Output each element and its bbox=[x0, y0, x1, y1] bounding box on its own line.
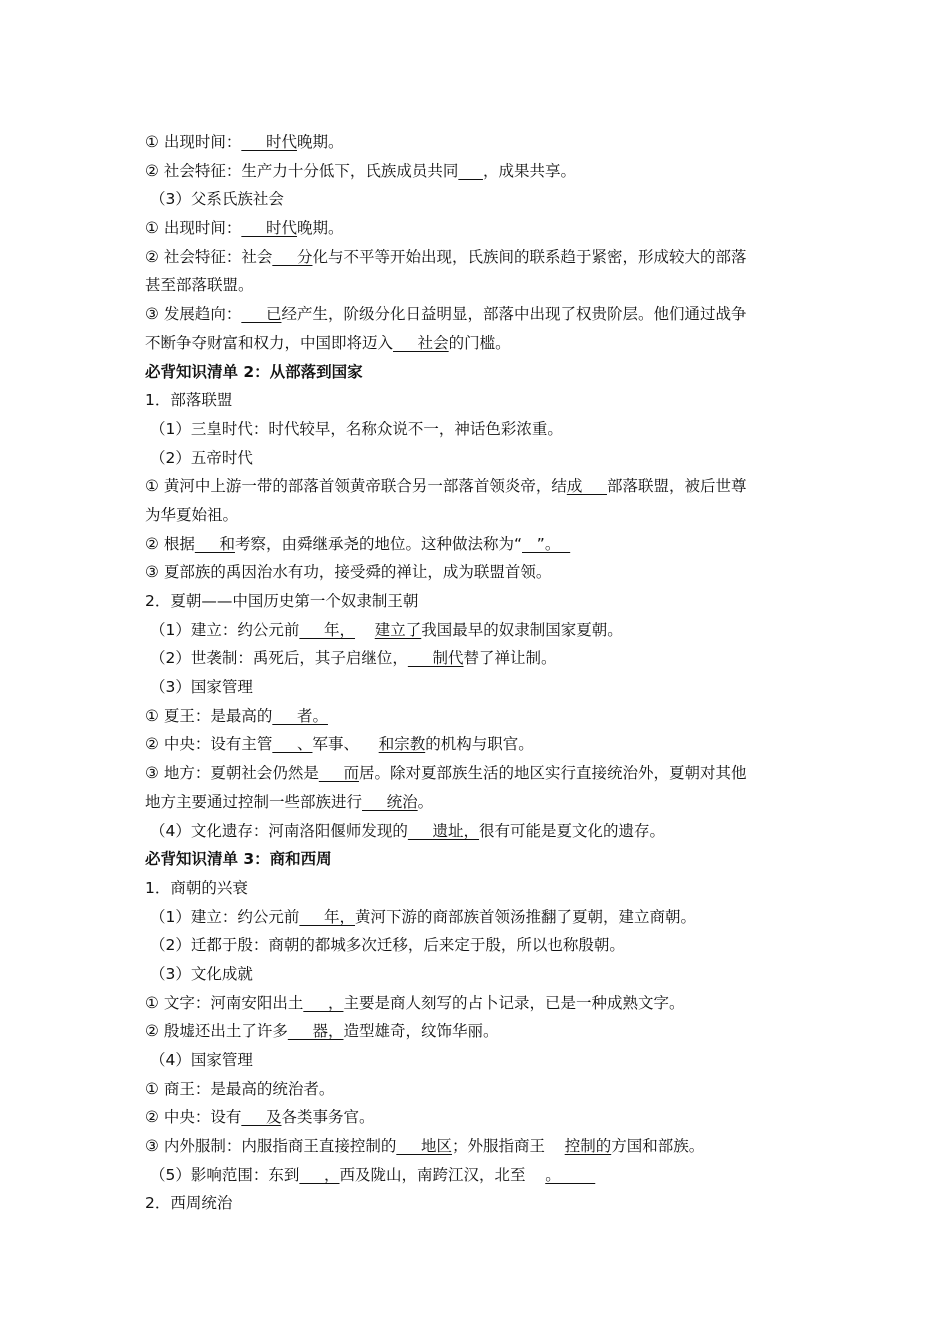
fill-in-blank: 社会 bbox=[393, 333, 449, 352]
text-segment bbox=[355, 621, 375, 639]
text-segment: ② 社会特征：生产力十分低下，氏族成员共同 bbox=[145, 161, 459, 180]
text-segment: ② 社会特征：社会 bbox=[145, 247, 273, 266]
text-line bbox=[145, 616, 810, 645]
text-segment: ① 出现时间： bbox=[145, 133, 242, 151]
text-segment: ③ 内外服制：内服指商王直接控制的 bbox=[145, 1137, 397, 1156]
text-line bbox=[145, 702, 810, 731]
text-segment: ② 中央：设有主管 bbox=[145, 735, 273, 754]
fill-in-blank: 器， bbox=[287, 1022, 344, 1041]
fill-in-blank: 、 bbox=[272, 735, 313, 754]
text-line bbox=[145, 128, 810, 157]
fill-in-blank: ， bbox=[299, 1165, 340, 1184]
text-segment: （3）国家管理 bbox=[150, 678, 253, 697]
text-segment: ① 夏王：是最高的 bbox=[145, 706, 273, 725]
text-line bbox=[145, 960, 810, 989]
text-line bbox=[145, 989, 810, 1018]
fill-in-blank: 时代 bbox=[241, 219, 297, 238]
fill-in-blank: 时代 bbox=[241, 133, 297, 151]
text-segment: （2）五帝时代 bbox=[150, 448, 253, 467]
section-heading bbox=[145, 358, 810, 387]
text-line bbox=[145, 931, 810, 960]
text-segment: ③ 发展趋向： bbox=[145, 305, 242, 324]
fill-in-blank: 年， bbox=[299, 620, 356, 639]
text-line bbox=[145, 644, 810, 673]
text-segment: ③ 地方：夏朝社会仍然是 bbox=[145, 764, 319, 783]
text-segment: 必背知识清单 2：从部落到国家 bbox=[145, 362, 363, 381]
text-segment: 2．西周统治 bbox=[145, 1194, 233, 1213]
text-segment: （1）建立：约公元前 bbox=[150, 620, 300, 639]
fill-in-blank: 已 bbox=[241, 305, 282, 324]
text-line bbox=[145, 300, 810, 329]
text-segment: 居。除对夏部族生活的地区实行直接统治外，夏朝对其他 bbox=[358, 764, 747, 783]
text-segment: ② 中央：设有 bbox=[145, 1108, 242, 1127]
fill-in-blank: ”。 bbox=[522, 534, 571, 553]
text-line bbox=[145, 386, 810, 415]
text-segment: 不断争夺财富和权力，中国即将迈入 bbox=[145, 333, 394, 352]
text-segment: 方国和部族。 bbox=[611, 1137, 705, 1156]
text-line bbox=[145, 874, 810, 903]
text-segment: （4）国家管理 bbox=[150, 1051, 253, 1069]
text-segment: 考察，由舜继承尧的地位。这种做法称为“ bbox=[234, 534, 523, 553]
text-segment: ② 殷墟还出土了许多 bbox=[145, 1022, 288, 1041]
text-line bbox=[145, 1103, 810, 1132]
text-segment: ② 根据 bbox=[145, 534, 195, 553]
text-line bbox=[145, 1017, 810, 1046]
fill-in-blank: 建立了 bbox=[374, 620, 422, 639]
text-line bbox=[145, 185, 810, 214]
text-line bbox=[145, 1189, 810, 1218]
text-segment: 甚至部落联盟。 bbox=[145, 276, 254, 295]
text-segment: 的门槛。 bbox=[448, 333, 511, 352]
text-segment: 晚期。 bbox=[296, 133, 344, 151]
text-segment: 的机构与职官。 bbox=[425, 735, 534, 754]
fill-in-blank: 而 bbox=[318, 764, 359, 783]
text-line bbox=[145, 329, 810, 358]
text-line bbox=[145, 788, 810, 817]
text-line bbox=[145, 587, 810, 616]
text-segment: ③ 夏部族的禹因治水有功，接受舜的禅让，成为联盟首领。 bbox=[145, 563, 552, 582]
text-segment: 2．夏朝——中国历史第一个奴隶制王朝 bbox=[145, 592, 419, 610]
text-segment: 。 bbox=[417, 792, 434, 811]
fill-in-blank: 。 bbox=[545, 1165, 596, 1184]
text-segment: ① 出现时间： bbox=[145, 219, 242, 238]
text-line bbox=[145, 1161, 810, 1190]
text-line bbox=[145, 444, 810, 473]
text-segment: 很有可能是夏文化的遗存。 bbox=[479, 821, 666, 840]
fill-in-blank: 年， bbox=[299, 907, 356, 926]
text-line bbox=[145, 673, 810, 702]
text-line bbox=[145, 501, 810, 530]
text-segment: 晚期。 bbox=[296, 219, 344, 238]
text-segment: （1）三皇时代：时代较早，名称众说不一，神话色彩浓重。 bbox=[150, 419, 563, 438]
text-segment: （2）迁都于殷：商朝的都城多次迁移，后来定于殷，所以也称殷朝。 bbox=[150, 936, 625, 955]
fill-in-blank: 统治 bbox=[362, 792, 418, 811]
text-line bbox=[145, 1046, 810, 1075]
text-segment: 替了禅让制。 bbox=[463, 649, 557, 668]
text-segment: ，成果共享。 bbox=[482, 161, 576, 180]
text-line bbox=[145, 530, 810, 559]
text-segment: （4）文化遗存：河南洛阳偃师发现的 bbox=[150, 821, 408, 840]
fill-in-blank: 和宗教 bbox=[378, 735, 426, 754]
fill-in-blank: 者。 bbox=[272, 706, 328, 725]
text-segment: 黄河下游的商部族首领汤推翻了夏朝，建立商朝。 bbox=[355, 907, 697, 926]
fill-in-blank: 成 bbox=[566, 477, 607, 496]
text-segment: 经产生，阶级分化日益明显，部落中出现了权贵阶层。他们通过战争 bbox=[281, 305, 747, 324]
text-segment: ① 黄河中上游一带的部落首领黄帝联合另一部落首领炎帝，结 bbox=[145, 477, 567, 496]
text-segment: 为华夏始祖。 bbox=[145, 505, 239, 524]
text-segment: 化与不平等开始出现，氏族间的联系趋于紧密，形成较大的部落 bbox=[312, 247, 747, 266]
text-line bbox=[145, 214, 810, 243]
text-segment: （2）世袭制：禹死后，其子启继位， bbox=[150, 649, 408, 668]
text-segment: 各类事务官。 bbox=[281, 1108, 375, 1127]
text-segment: 我国最早的奴隶制国家夏朝。 bbox=[421, 620, 623, 639]
fill-in-blank: ， bbox=[303, 993, 344, 1012]
text-line bbox=[145, 558, 810, 587]
document-page bbox=[145, 128, 810, 1218]
text-segment: ① 商王：是最高的统治者。 bbox=[145, 1079, 335, 1098]
text-segment: ① 文字：河南安阳出土 bbox=[145, 993, 304, 1012]
text-line bbox=[145, 903, 810, 932]
text-line bbox=[145, 243, 810, 272]
text-segment: 造型雄奇，纹饰华丽。 bbox=[343, 1022, 499, 1041]
text-segment: 主要是商人刻写的占卜记录，已是一种成熟文字。 bbox=[343, 993, 685, 1012]
text-segment: （3）父系氏族社会 bbox=[150, 190, 284, 209]
fill-in-blank: 控制的 bbox=[564, 1137, 612, 1156]
text-segment: 部落联盟，被后世尊 bbox=[606, 477, 747, 496]
text-line bbox=[145, 472, 810, 501]
text-segment: 地方主要通过控制一些部族进行 bbox=[145, 792, 363, 811]
fill-in-blank: 及 bbox=[241, 1108, 282, 1127]
text-line bbox=[145, 415, 810, 444]
text-line bbox=[145, 759, 810, 788]
text-line bbox=[145, 271, 810, 300]
fill-in-blank bbox=[458, 162, 483, 180]
text-segment: 军事、 bbox=[312, 735, 379, 754]
fill-in-blank: 和 bbox=[194, 534, 235, 553]
text-segment: 1．部落联盟 bbox=[145, 391, 233, 410]
text-segment: （5）影响范围：东到 bbox=[150, 1165, 300, 1184]
text-segment: （3）文化成就 bbox=[150, 964, 253, 983]
text-line bbox=[145, 157, 810, 186]
text-line bbox=[145, 1132, 810, 1161]
fill-in-blank: 地区 bbox=[396, 1137, 452, 1156]
fill-in-blank: 制代 bbox=[407, 649, 464, 668]
text-line bbox=[145, 1075, 810, 1104]
fill-in-blank: 分 bbox=[272, 247, 313, 266]
text-line bbox=[145, 817, 810, 846]
text-segment: 必背知识清单 3：商和西周 bbox=[145, 850, 332, 869]
fill-in-blank: 遗址， bbox=[407, 821, 480, 840]
text-segment: 西及陇山，南跨江汉，北至 bbox=[339, 1165, 546, 1184]
text-line bbox=[145, 730, 810, 759]
text-segment: 1．商朝的兴衰 bbox=[145, 878, 248, 897]
section-heading bbox=[145, 845, 810, 874]
text-segment: ；外服指商王 bbox=[451, 1137, 565, 1156]
text-segment: （1）建立：约公元前 bbox=[150, 907, 300, 926]
